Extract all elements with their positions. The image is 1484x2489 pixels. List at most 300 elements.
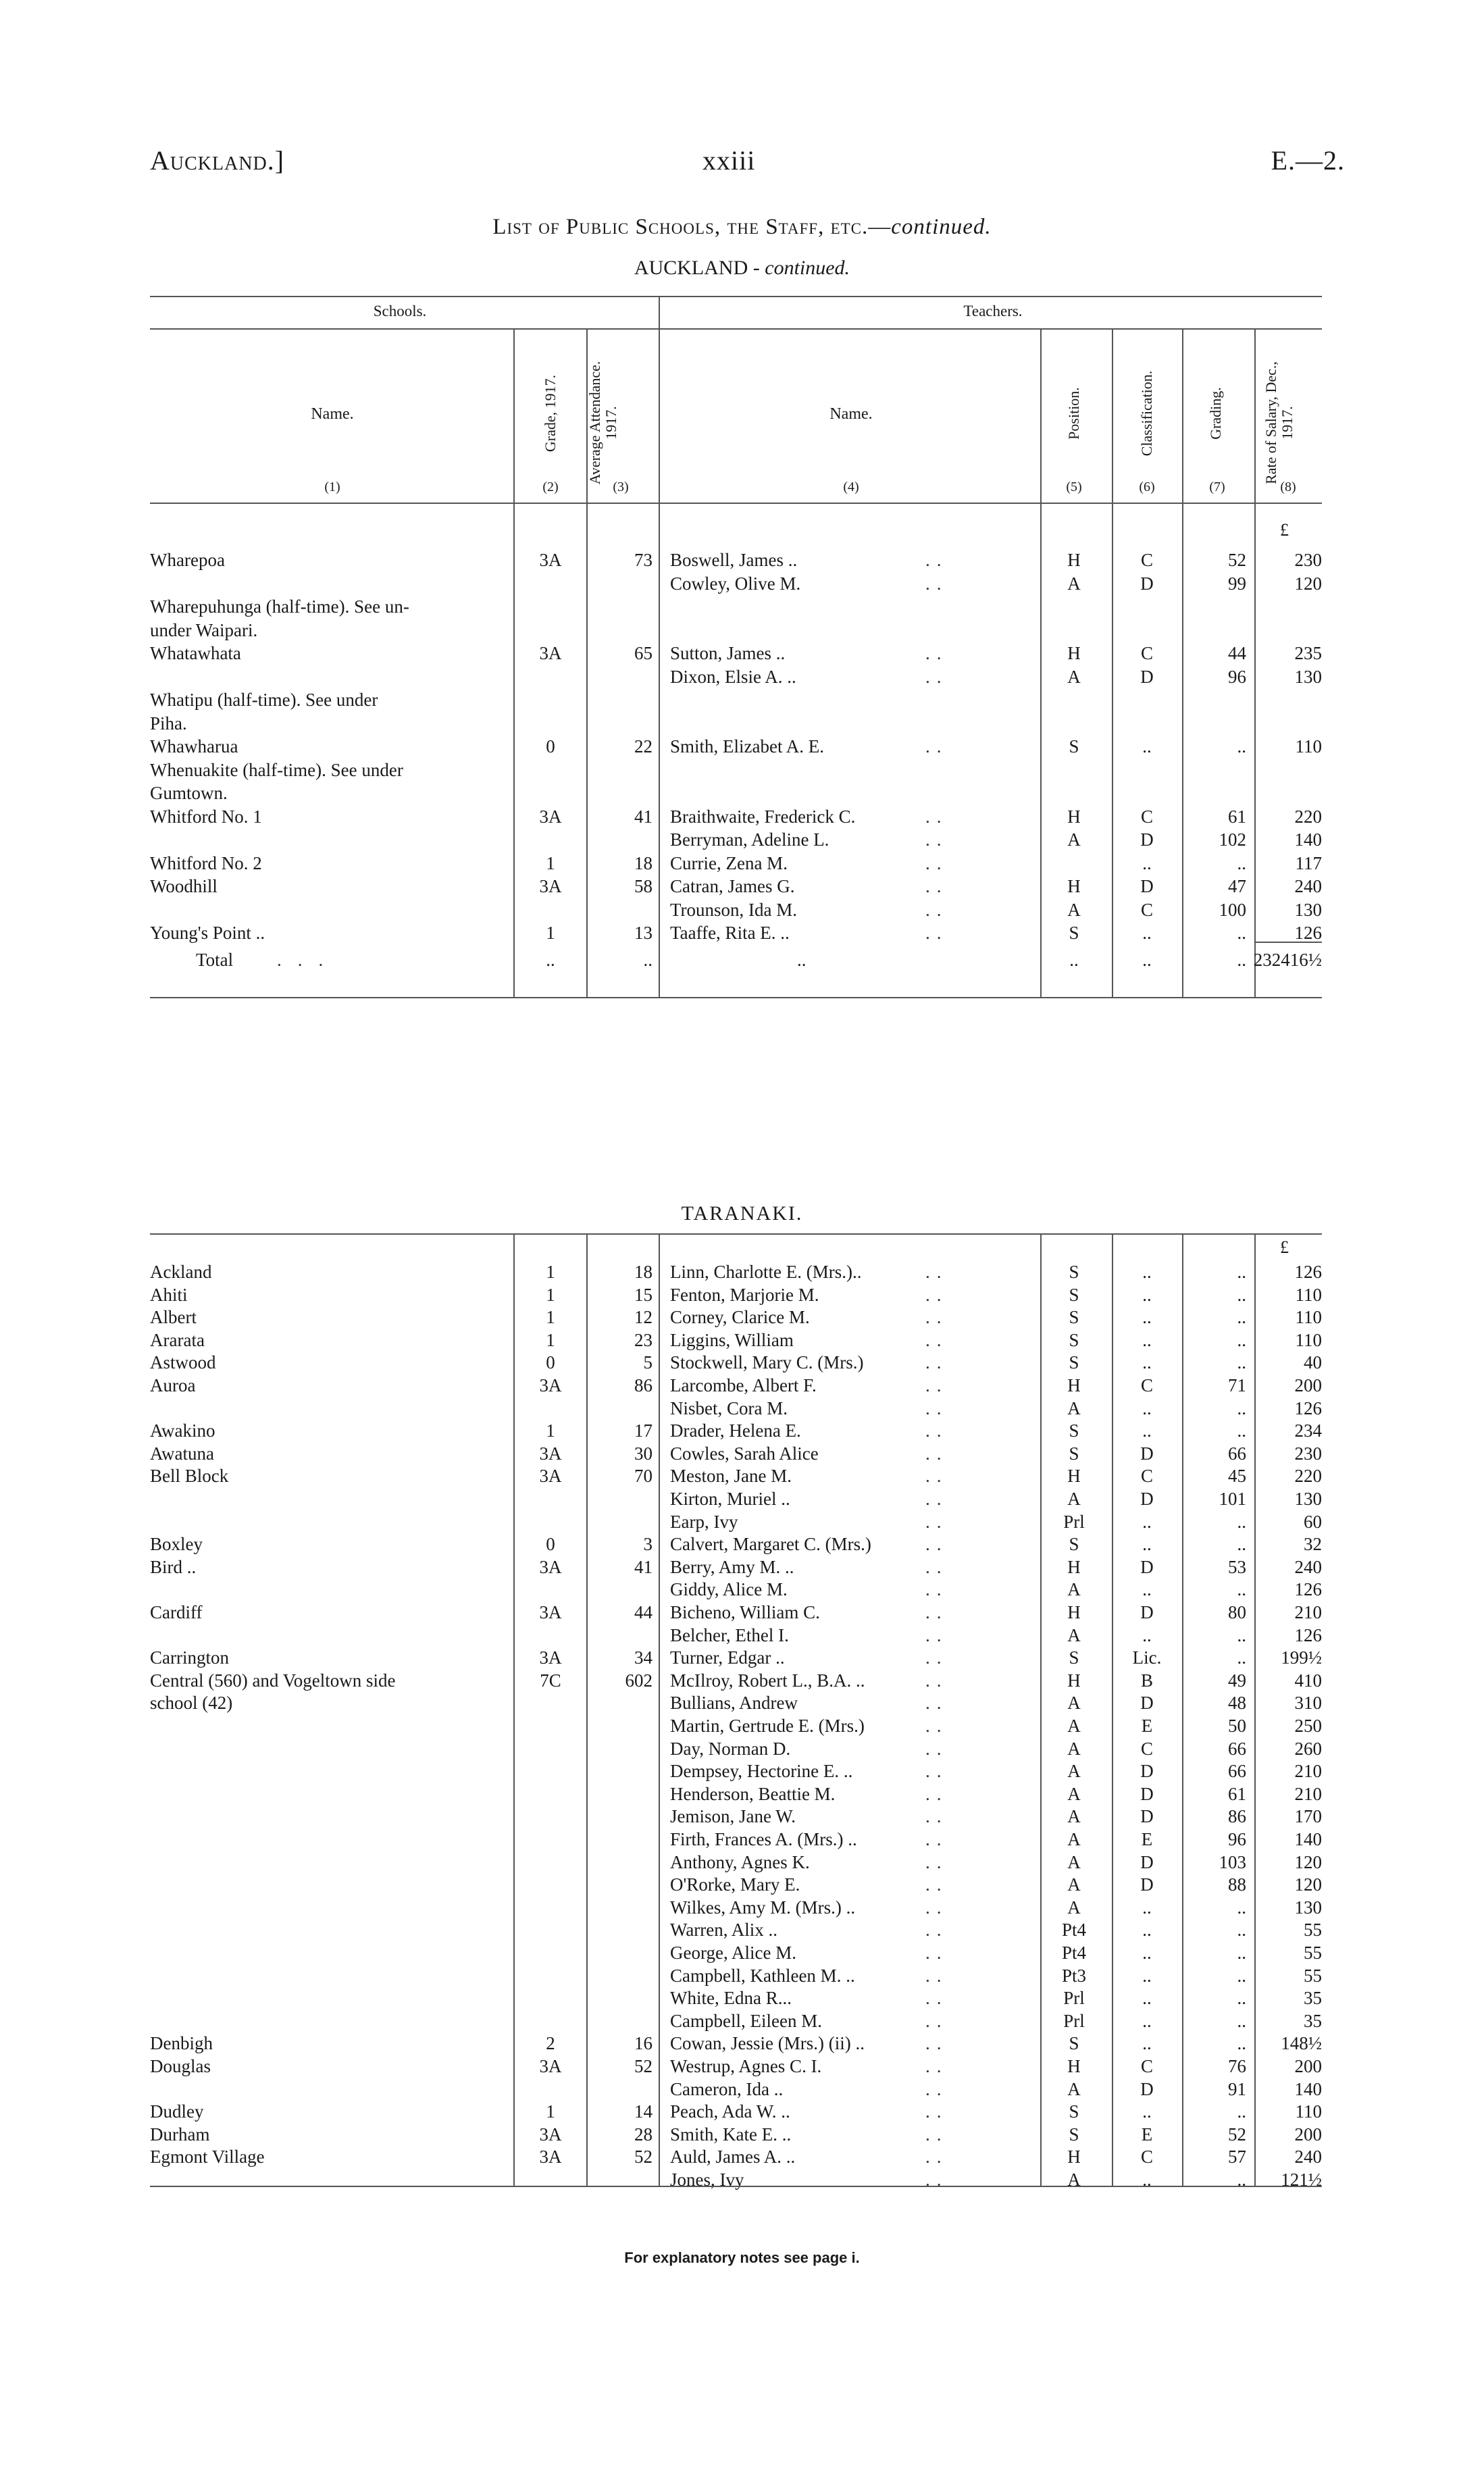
table-row: [0, 1896, 1484, 1919]
pound-sign: £: [1280, 1237, 1289, 1257]
grading: 44: [1228, 643, 1246, 663]
teacher-name: Liggins, William: [670, 1329, 794, 1350]
classification: ..: [1142, 1262, 1152, 1282]
position: Pt4: [1061, 1943, 1087, 1963]
teacher-name: Earp, Ivy: [670, 1511, 738, 1532]
table-row: [0, 1556, 1484, 1579]
salary: 126: [1294, 1397, 1322, 1418]
col-header-salary: Rate of Salary, Dec., 1917.: [1262, 361, 1296, 484]
grading: 100: [1219, 899, 1246, 920]
table-row: [0, 1782, 1484, 1805]
col-number: (3): [613, 480, 629, 494]
leader-dots: ..: [925, 1829, 948, 1849]
salary: 60: [1304, 1511, 1322, 1532]
table-row: [0, 1464, 1484, 1487]
col-header-grading: Grading.: [1207, 387, 1224, 440]
col-header-grade: Grade, 1917.: [542, 374, 559, 453]
salary: 140: [1294, 1829, 1322, 1849]
leader-dots: ..: [925, 1965, 948, 1986]
table-row: [0, 1691, 1484, 1714]
grading: 71: [1228, 1375, 1246, 1395]
position: S: [1069, 2124, 1079, 2145]
position: H: [1067, 643, 1081, 663]
position: H: [1067, 1670, 1081, 1691]
table-row: [0, 1941, 1484, 1964]
classification: ..: [1142, 1534, 1152, 1555]
grade: 3A: [539, 1602, 562, 1622]
teacher-name: Kirton, Muriel ..: [670, 1489, 790, 1509]
grading: ..: [1237, 923, 1246, 943]
classification: E: [1141, 1829, 1153, 1849]
teacher-name: Firth, Frances A. (Mrs.) ..: [670, 1829, 857, 1849]
leader-dots: ..: [925, 1647, 948, 1668]
position: S: [1069, 1307, 1079, 1328]
grade: 1: [546, 2101, 555, 2122]
table-row: [0, 1374, 1484, 1397]
salary: 55: [1304, 1943, 1322, 1963]
leader-dots: ..: [925, 1443, 948, 1464]
leader-dots: ..: [925, 852, 948, 873]
leader-dots: ..: [925, 2101, 948, 2122]
grading: 96: [1228, 1829, 1246, 1849]
teacher-name: Auld, James A. ..: [670, 2147, 796, 2167]
position: Prl: [1063, 1988, 1085, 2009]
salary: 130: [1294, 1897, 1322, 1918]
col-header-classification: Classification.: [1138, 370, 1155, 457]
classification: Lic.: [1132, 1647, 1162, 1668]
teacher-name: Peach, Ada W. ..: [670, 2101, 790, 2122]
teacher-name: Cowley, Olive M.: [670, 573, 801, 594]
teacher-name: Campbell, Kathleen M. ..: [670, 1965, 855, 1986]
grade: 1: [546, 1284, 555, 1305]
grading: ..: [1237, 736, 1246, 756]
position: H: [1067, 2147, 1081, 2167]
leader-dots: ..: [925, 806, 948, 827]
col-number: (5): [1066, 480, 1082, 494]
table-row: [0, 1828, 1484, 1851]
classification: ..: [1142, 2033, 1152, 2054]
attendance: 58: [634, 876, 653, 896]
table-row: [0, 1487, 1484, 1510]
classification: ..: [1142, 1943, 1152, 1963]
classification: B: [1140, 1670, 1153, 1691]
classification: C: [1140, 2147, 1153, 2167]
school-name: Ackland: [150, 1262, 212, 1282]
leader-dots: ..: [925, 1262, 948, 1282]
leader-dots: ..: [925, 1284, 948, 1305]
table-row: [0, 1306, 1484, 1329]
attendance: 65: [634, 643, 653, 663]
attendance: 17: [634, 1420, 653, 1441]
header-page-number: xxiii: [702, 145, 756, 176]
table-row: [0, 1260, 1484, 1283]
position: H: [1067, 876, 1081, 896]
position: H: [1067, 2056, 1081, 2076]
col-number: (1): [324, 480, 340, 494]
table-row: [0, 898, 1484, 921]
leader-dots: ..: [925, 876, 948, 896]
header-right: E.—2.: [1271, 145, 1345, 176]
salary: 110: [1295, 1284, 1322, 1305]
salary: 130: [1294, 1489, 1322, 1509]
table-row: [0, 619, 1484, 642]
position: S: [1069, 1420, 1079, 1441]
leader-dots: ..: [925, 2056, 948, 2076]
grade: 0: [546, 736, 555, 756]
grading: 48: [1228, 1693, 1246, 1714]
position: A: [1067, 1397, 1081, 1418]
grading: ..: [1237, 2101, 1246, 2122]
classification: ..: [1142, 1284, 1152, 1305]
grade: 3A: [539, 2124, 562, 2145]
teacher-name: Drader, Helena E.: [670, 1420, 801, 1441]
position: Pt4: [1061, 1920, 1087, 1941]
grade: 1: [546, 1262, 555, 1282]
classification: ..: [1142, 2010, 1152, 2031]
table-row: [0, 1283, 1484, 1306]
total-teacher: ..: [797, 950, 807, 970]
salary: 210: [1294, 1783, 1322, 1804]
salary: 240: [1294, 2147, 1322, 2167]
school-name: Bell Block: [150, 1466, 229, 1487]
leader-dots: ..: [925, 1602, 948, 1622]
grading: ..: [1237, 1511, 1246, 1532]
table-row: [0, 688, 1484, 711]
school-name: Dudley: [150, 2101, 204, 2122]
leader-dots: ..: [925, 1375, 948, 1395]
teacher-name: Henderson, Beattie M.: [670, 1783, 836, 1804]
grading: 50: [1228, 1716, 1246, 1736]
classification: D: [1140, 1806, 1154, 1827]
school-name: Albert: [150, 1307, 197, 1328]
leader-dots: ..: [925, 550, 948, 570]
grade: 3A: [539, 2056, 562, 2076]
header-left: Auckland.]: [150, 145, 285, 176]
grading: 52: [1228, 550, 1246, 570]
total-row: [0, 948, 1484, 971]
classification: C: [1140, 643, 1153, 663]
teacher-name: Belcher, Ethel I.: [670, 1624, 789, 1645]
teacher-name: Cowles, Sarah Alice: [670, 1443, 819, 1464]
leader-dots: ..: [925, 1420, 948, 1441]
classification: ..: [1142, 1420, 1152, 1441]
school-name: Boxley: [150, 1534, 203, 1555]
grading: ..: [1237, 1624, 1246, 1645]
attendance: 602: [625, 1670, 653, 1691]
table-row: [0, 1351, 1484, 1374]
leader-dots: ..: [925, 1897, 948, 1918]
grading: ..: [1237, 2010, 1246, 2031]
leader-dots: ..: [925, 2078, 948, 2099]
classification: D: [1140, 666, 1154, 687]
grading: 102: [1219, 829, 1246, 850]
position: S: [1069, 1284, 1079, 1305]
classification: ..: [1142, 1329, 1152, 1350]
position: S: [1069, 1262, 1079, 1282]
grade: 3A: [539, 550, 562, 570]
grading: 86: [1228, 1806, 1246, 1827]
table-row: [0, 1442, 1484, 1465]
col-number: (2): [542, 480, 559, 494]
grading: 103: [1219, 1851, 1246, 1872]
table-row: [0, 781, 1484, 804]
classification: D: [1140, 1874, 1154, 1895]
position: S: [1069, 2101, 1079, 2122]
table-row: [0, 759, 1484, 781]
teacher-name: O'Rorke, Mary E.: [670, 1874, 800, 1895]
grading: ..: [1237, 1965, 1246, 1986]
table-row: [0, 2100, 1484, 2123]
grading: 49: [1228, 1670, 1246, 1691]
salary: 220: [1294, 1466, 1322, 1487]
teacher-name: Nisbet, Cora M.: [670, 1397, 788, 1418]
position: A: [1067, 1579, 1081, 1600]
grading: ..: [1237, 1352, 1246, 1373]
attendance: 52: [634, 2147, 653, 2167]
grading: 52: [1228, 2124, 1246, 2145]
footnote: For explanatory notes see page i.: [624, 2249, 860, 2266]
attendance: 23: [634, 1329, 653, 1350]
leader-dots: ..: [925, 1534, 948, 1555]
teacher-name: Trounson, Ida M.: [670, 899, 798, 920]
teacher-name: Giddy, Alice M.: [670, 1579, 788, 1600]
leader-dots: ..: [925, 1806, 948, 1827]
salary: 32: [1304, 1534, 1322, 1555]
leader-dots: ..: [925, 1851, 948, 1872]
leader-dots: ..: [925, 1397, 948, 1418]
table-row: [0, 595, 1484, 618]
position: H: [1067, 1375, 1081, 1395]
grade: 3A: [539, 1375, 562, 1395]
salary: 126: [1294, 1579, 1322, 1600]
salary: 170: [1294, 1806, 1322, 1827]
table-row: [0, 572, 1484, 595]
salary: 110: [1295, 2101, 1322, 2122]
salary: 220: [1294, 806, 1322, 827]
table-row: [0, 1646, 1484, 1669]
salary: 140: [1294, 2078, 1322, 2099]
salary: 126: [1294, 923, 1322, 943]
school-name: Whatawhata: [150, 643, 241, 663]
teacher-name: Bicheno, William C.: [670, 1602, 820, 1622]
col-header-teacher-name: Name.: [829, 405, 873, 423]
teacher-name: Wilkes, Amy M. (Mrs.) ..: [670, 1897, 856, 1918]
teacher-name: Dempsey, Hectorine E. ..: [670, 1761, 853, 1782]
position: A: [1067, 2170, 1081, 2190]
classification: D: [1140, 1602, 1154, 1622]
attendance: 12: [634, 1307, 653, 1328]
position: A: [1067, 1761, 1081, 1782]
salary: 120: [1294, 1851, 1322, 1872]
school-name: under Waipari.: [150, 619, 258, 640]
total-position: ..: [1069, 950, 1079, 970]
table-row: [0, 875, 1484, 898]
grading: ..: [1237, 1397, 1246, 1418]
teacher-name: Taaffe, Rita E. ..: [670, 923, 790, 943]
salary: 126: [1294, 1624, 1322, 1645]
salary: 200: [1294, 2056, 1322, 2076]
total-grade: ..: [546, 950, 555, 970]
group-header-schools: Schools.: [373, 303, 427, 319]
table-row: [0, 1873, 1484, 1896]
attendance: 18: [634, 852, 653, 873]
salary: 210: [1294, 1602, 1322, 1622]
col-number: (8): [1280, 480, 1296, 494]
position: A: [1067, 1783, 1081, 1804]
attendance: 41: [634, 806, 653, 827]
leader-dots: ..: [925, 829, 948, 850]
attendance: 70: [634, 1466, 653, 1487]
school-name: Whawharua: [150, 736, 238, 756]
table-row: [0, 1714, 1484, 1737]
salary: 110: [1295, 736, 1322, 756]
classification: ..: [1142, 1307, 1152, 1328]
table-row: [0, 2032, 1484, 2055]
attendance: 5: [643, 1352, 653, 1373]
position: S: [1069, 923, 1079, 943]
classification: D: [1140, 1556, 1154, 1577]
grading: 61: [1228, 1783, 1246, 1804]
teacher-name: Braithwaite, Frederick C.: [670, 806, 856, 827]
teacher-name: Jones, Ivy: [670, 2170, 744, 2190]
position: Prl: [1063, 1511, 1085, 1532]
teacher-name: Linn, Charlotte E. (Mrs.)..: [670, 1262, 862, 1282]
table-row: [0, 1805, 1484, 1828]
school-name: Auroa: [150, 1375, 196, 1395]
attendance: 28: [634, 2124, 653, 2145]
teacher-name: Smith, Kate E. ..: [670, 2124, 792, 2145]
table-row: [0, 1851, 1484, 1874]
classification: D: [1140, 1761, 1154, 1782]
grade: 1: [546, 1420, 555, 1441]
classification: ..: [1142, 1624, 1152, 1645]
salary: 199½: [1281, 1647, 1322, 1668]
grading: ..: [1237, 1420, 1246, 1441]
grading: 88: [1228, 1874, 1246, 1895]
classification: C: [1140, 1466, 1153, 1487]
total-rule: [1254, 942, 1322, 943]
school-name: Cardiff: [150, 1602, 203, 1622]
grading: 80: [1228, 1602, 1246, 1622]
position: A: [1067, 899, 1081, 920]
classification: C: [1140, 1738, 1153, 1759]
attendance: 34: [634, 1647, 653, 1668]
table-row: [0, 1964, 1484, 1987]
grade: 1: [546, 1307, 555, 1328]
grading: 53: [1228, 1556, 1246, 1577]
school-name: Douglas: [150, 2056, 211, 2076]
table-row: [0, 1329, 1484, 1352]
school-name: Wharepuhunga (half-time). See un-: [150, 596, 409, 617]
teacher-name: Berryman, Adeline L.: [670, 829, 829, 850]
grading: ..: [1237, 2033, 1246, 2054]
grading: ..: [1237, 1920, 1246, 1941]
total-classification: ..: [1142, 950, 1152, 970]
classification: ..: [1142, 1511, 1152, 1532]
classification: D: [1140, 573, 1154, 594]
position: A: [1067, 573, 1081, 594]
position: S: [1069, 1352, 1079, 1373]
school-name: Durham: [150, 2124, 210, 2145]
salary: 260: [1294, 1738, 1322, 1759]
classification: ..: [1142, 1920, 1152, 1941]
grade: 3A: [539, 806, 562, 827]
classification: C: [1140, 899, 1153, 920]
position: S: [1069, 1329, 1079, 1350]
grade: 1: [546, 1329, 555, 1350]
salary: 35: [1304, 1988, 1322, 2009]
table-row: [0, 1510, 1484, 1533]
section-title-auckland: AUCKLAND - continued.: [634, 257, 850, 279]
col-number: (6): [1139, 480, 1155, 494]
grade: 3A: [539, 1647, 562, 1668]
leader-dots: ..: [925, 1761, 948, 1782]
table-row: [0, 828, 1484, 851]
school-name: Whitford No. 2: [150, 852, 262, 873]
classification: ..: [1142, 1897, 1152, 1918]
grade: 0: [546, 1352, 555, 1373]
position: A: [1067, 1897, 1081, 1918]
grading: ..: [1237, 1307, 1246, 1328]
teacher-name: McIlroy, Robert L., B.A. ..: [670, 1670, 865, 1691]
salary: 210: [1294, 1761, 1322, 1782]
leader-dots: ..: [925, 666, 948, 687]
salary: 55: [1304, 1965, 1322, 1986]
grade: 3A: [539, 1556, 562, 1577]
table-row: [0, 921, 1484, 944]
leader-dots: ..: [925, 2124, 948, 2145]
salary: 148½: [1281, 2033, 1322, 2054]
grade: 3A: [539, 1466, 562, 1487]
leader-dots: ..: [925, 1624, 948, 1645]
salary: 55: [1304, 1920, 1322, 1941]
teacher-name: Jemison, Jane W.: [670, 1806, 796, 1827]
grade: 0: [546, 1534, 555, 1555]
table-row: [0, 852, 1484, 875]
classification: ..: [1142, 1397, 1152, 1418]
grade: 7C: [540, 1670, 561, 1691]
col-header-school-name: Name.: [311, 405, 354, 423]
teacher-name: George, Alice M.: [670, 1943, 796, 1963]
position: A: [1067, 829, 1081, 850]
salary: 235: [1294, 643, 1322, 663]
grade: 2: [546, 2033, 555, 2054]
school-name: Piha.: [150, 713, 187, 734]
position: A: [1067, 1489, 1081, 1509]
teacher-name: Corney, Clarice M.: [670, 1307, 810, 1328]
leader-dots: ..: [925, 1489, 948, 1509]
leader-dots: ..: [925, 1716, 948, 1736]
salary: 126: [1294, 1262, 1322, 1282]
attendance: 52: [634, 2056, 653, 2076]
attendance: 14: [634, 2101, 653, 2122]
leader-dots: ..: [925, 1670, 948, 1691]
teacher-name: Stockwell, Mary C. (Mrs.): [670, 1352, 864, 1373]
salary: 230: [1294, 1443, 1322, 1464]
list-title: List of Public Schools, the Staff, etc.—continued.: [492, 215, 992, 239]
grading: 66: [1228, 1738, 1246, 1759]
classification: ..: [1142, 852, 1152, 873]
header-bottom-rule: [150, 503, 1322, 504]
grade: 1: [546, 852, 555, 873]
grading: ..: [1237, 1988, 1246, 2009]
teacher-name: Bullians, Andrew: [670, 1693, 798, 1714]
position: H: [1067, 550, 1081, 570]
classification: C: [1140, 550, 1153, 570]
attendance: 41: [634, 1556, 653, 1577]
position: Prl: [1063, 2010, 1085, 2031]
classification: D: [1140, 1443, 1154, 1464]
